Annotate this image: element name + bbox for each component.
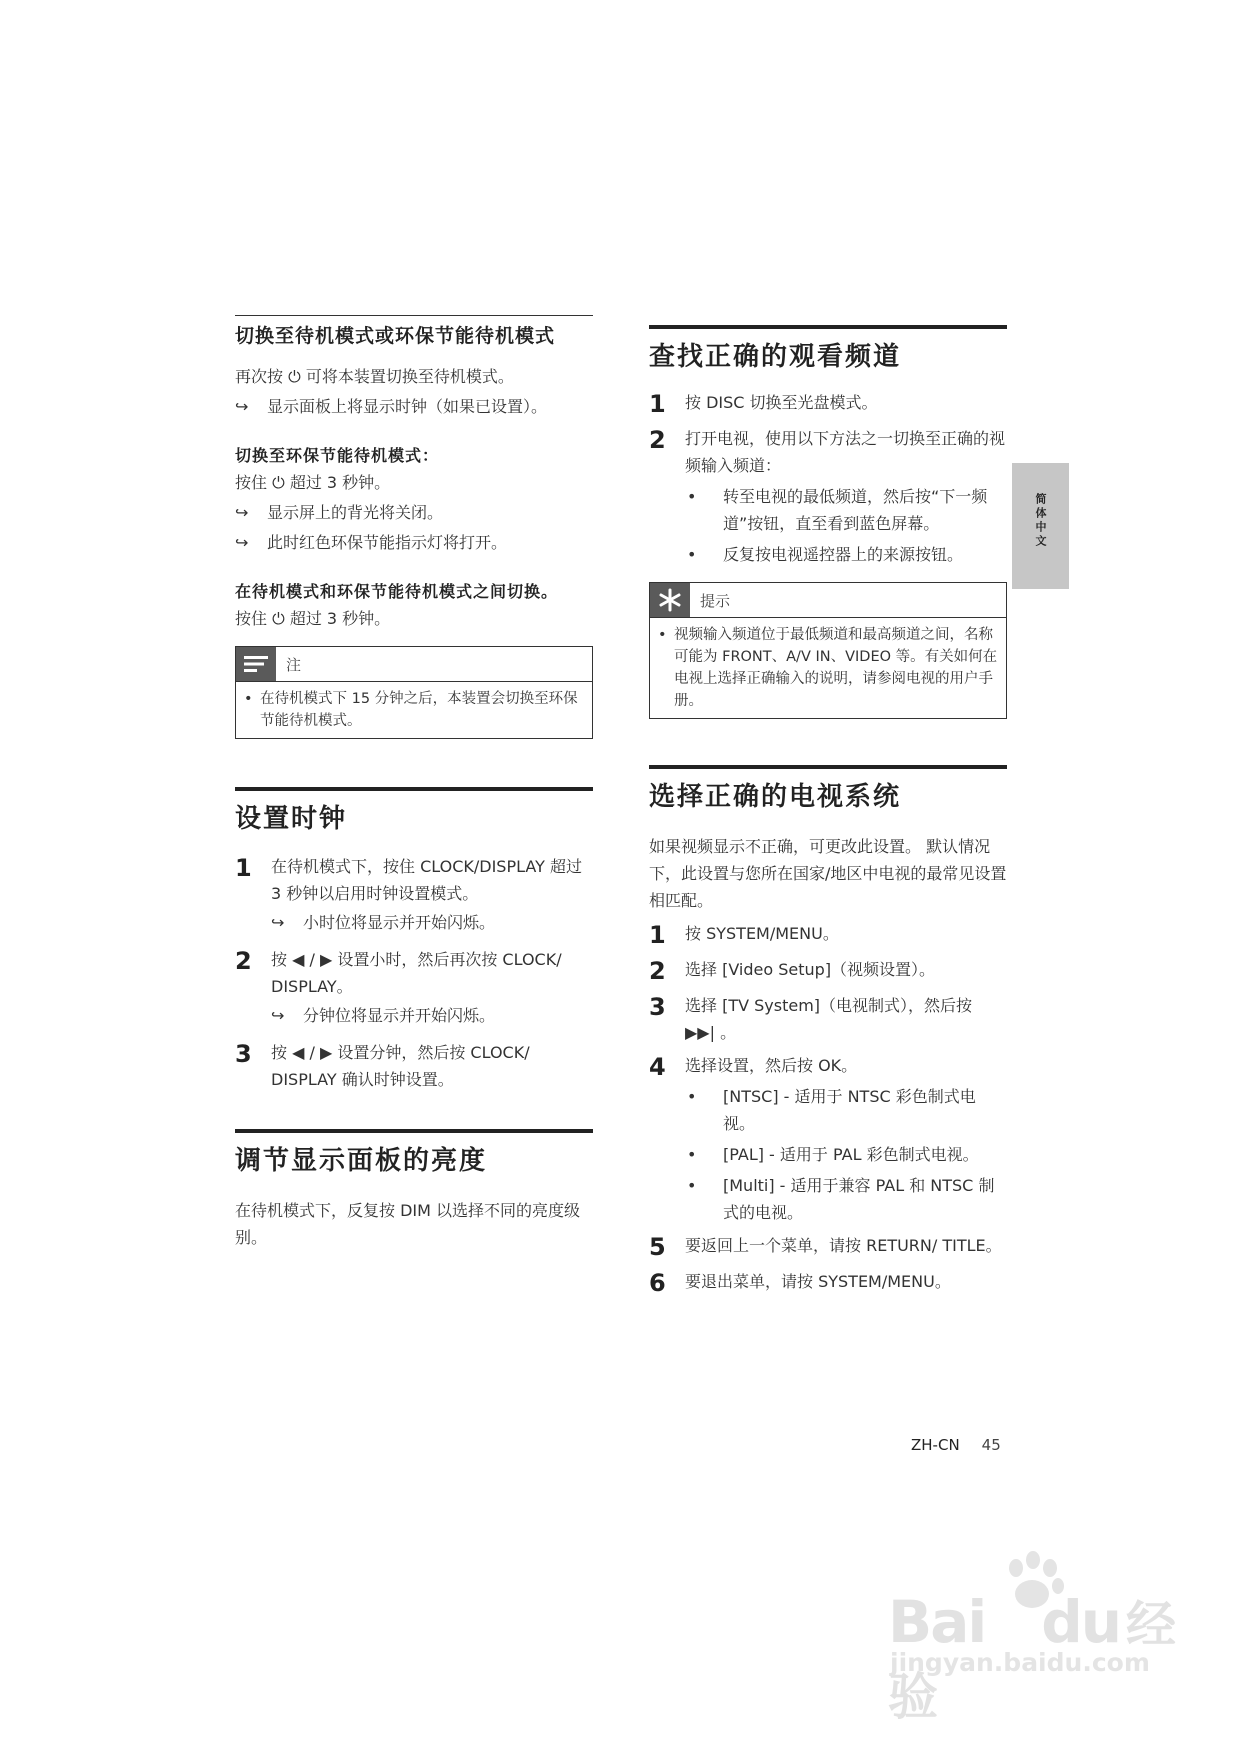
bullet-icon: • <box>687 1145 697 1164</box>
clock-step-3: 3 按 ◀ / ▶ 设置分钟，然后按 CLOCK/ DISPLAY 确认时钟设置。 <box>235 1040 530 1089</box>
baidu-watermark <box>880 1550 1180 1726</box>
eco-result-2: ↪ 此时红色环保节能指示灯将打开。 <box>235 529 593 556</box>
tvsystem-title: 选择正确的电视系统 <box>649 782 902 812</box>
clock-section <box>235 787 593 1093</box>
brightness-title: 调节显示面板的亮度 <box>235 1146 488 1176</box>
channel-step-2: 2 打开电视，使用以下方法之一切换至正确的视频输入频道： • 转至电视的最低频道，然后按“下一频道”按钮，直至看到蓝色屏幕。 • 反复按电视遥控器上的来源按钮。 <box>649 425 1007 568</box>
tip-box <box>649 582 1007 719</box>
footer-lang: ZH-CN <box>911 1436 960 1454</box>
note-label: 注 <box>286 655 302 674</box>
result-arrow-icon: ↪ <box>271 1006 285 1025</box>
note-icon <box>236 647 276 681</box>
clock-step-2: 2 按 ◀ / ▶ 设置小时，然后再次按 CLOCK/ DISPLAY。 ↪ 分钟位将显示并开始闪烁。 <box>235 946 593 1029</box>
tip-text: 视频输入频道位于最低频道和最高频道之间，名称可能为 FRONT、A/V IN、VIDEO 等。有关如何在电视上选择正确输入的说明，请参阅电视的用户手册。 <box>674 627 998 709</box>
left-column <box>235 315 593 1251</box>
tv-step-3: 3 选择 [TV System]（电视制式），然后按 ▶▶| 。 <box>649 993 973 1042</box>
switch-title: 在待机模式和环保节能待机模式之间切换。 <box>235 582 559 601</box>
tip-label: 提示 <box>700 591 731 610</box>
tv-step-2: 2 选择 [Video Setup]（视频设置）。 <box>649 957 936 985</box>
channel-title: 查找正确的观看频道 <box>649 342 902 372</box>
clock-step-1: 1 在待机模式下，按住 CLOCK/DISPLAY 超过 3 秒钟以启用时钟设置模式。 ↪ 小时位将显示并开始闪烁。 <box>235 853 593 936</box>
standby-section <box>235 315 593 739</box>
brightness-text: 在待机模式下，反复按 DIM 以选择不同的亮度级别。 <box>235 1201 581 1247</box>
bullet-icon: • <box>687 1176 697 1195</box>
tvsystem-intro: 如果视频显示不正确，可更改此设置。 默认情况下，此设置与您所在国家/地区中电视的最常见设置相匹配。 <box>649 837 1007 910</box>
channel-step-1: 1 按 DISC 切换至光盘模式。 <box>649 390 878 418</box>
tv-option-pal: • [PAL] - 适用于 PAL 彩色制式电视。 <box>685 1141 1007 1168</box>
clock-title: 设置时钟 <box>235 804 348 834</box>
result-arrow-icon: ↪ <box>271 913 285 932</box>
result-arrow-icon: ↪ <box>235 533 249 552</box>
standby-line: 再次按 ⏻ 可将本装置切换至待机模式。 <box>235 367 514 386</box>
brightness-section <box>235 1129 593 1251</box>
standby-title: 切换至待机模式或环保节能待机模式 <box>235 325 556 347</box>
side-tab-label: 简体中文 <box>1034 493 1047 549</box>
tv-step-5: 5 要返回上一个菜单，请按 RETURN/ TITLE。 <box>649 1233 1002 1261</box>
page-footer <box>911 1436 1001 1454</box>
tv-option-multi: • [Multi] - 适用于兼容 PAL 和 NTSC 制式的电视。 <box>685 1172 1007 1226</box>
tv-step-4: 4 选择设置，然后按 OK。 • [NTSC] - 适用于 NTSC 彩色制式电视。 • [PAL] - 适用于 PAL 彩色制式电视。 • [Multi] - 适用于兼容 PAL 和 NTSC 制式的电视。 <box>649 1052 1007 1226</box>
result-arrow-icon: ↪ <box>235 503 249 522</box>
standby-result: ↪ 显示面板上将显示时钟（如果已设置）。 <box>235 393 593 420</box>
note-text: 在待机模式下 15 分钟之后，本装置会切换至环保节能待机模式。 <box>260 691 578 729</box>
page-number: 45 <box>981 1436 1001 1454</box>
channel-bullet-2: • 反复按电视遥控器上的来源按钮。 <box>685 541 1007 568</box>
tip-asterisk-icon <box>650 583 690 617</box>
bullet-icon: • <box>687 487 697 506</box>
watermark-brand: Bai du 经验 <box>888 1588 1175 1726</box>
bullet-icon: • <box>658 627 667 643</box>
switch-line: 按住 ⏻ 超过 3 秒钟。 <box>235 609 391 628</box>
channel-section <box>649 325 1007 719</box>
note-box <box>235 646 593 739</box>
watermark-site: jingyan.baidu.com <box>890 1648 1150 1677</box>
eco-title: 切换至环保节能待机模式： <box>235 446 440 465</box>
channel-bullet-1: • 转至电视的最低频道，然后按“下一频道”按钮，直至看到蓝色屏幕。 <box>685 483 1007 537</box>
tv-step-6: 6 要退出菜单，请按 SYSTEM/MENU。 <box>649 1269 951 1297</box>
right-column <box>649 325 1007 1298</box>
tvsystem-section <box>649 765 1007 1298</box>
bullet-icon: • <box>244 691 253 707</box>
tv-option-ntsc: • [NTSC] - 适用于 NTSC 彩色制式电视。 <box>685 1083 1007 1137</box>
language-side-tab <box>1012 463 1069 589</box>
result-arrow-icon: ↪ <box>235 397 249 416</box>
eco-line: 按住 ⏻ 超过 3 秒钟。 <box>235 473 391 492</box>
bullet-icon: • <box>687 545 697 564</box>
eco-result-1: ↪ 显示屏上的背光将关闭。 <box>235 499 593 526</box>
tv-step-1: 1 按 SYSTEM/MENU。 <box>649 921 839 949</box>
bullet-icon: • <box>687 1087 697 1106</box>
